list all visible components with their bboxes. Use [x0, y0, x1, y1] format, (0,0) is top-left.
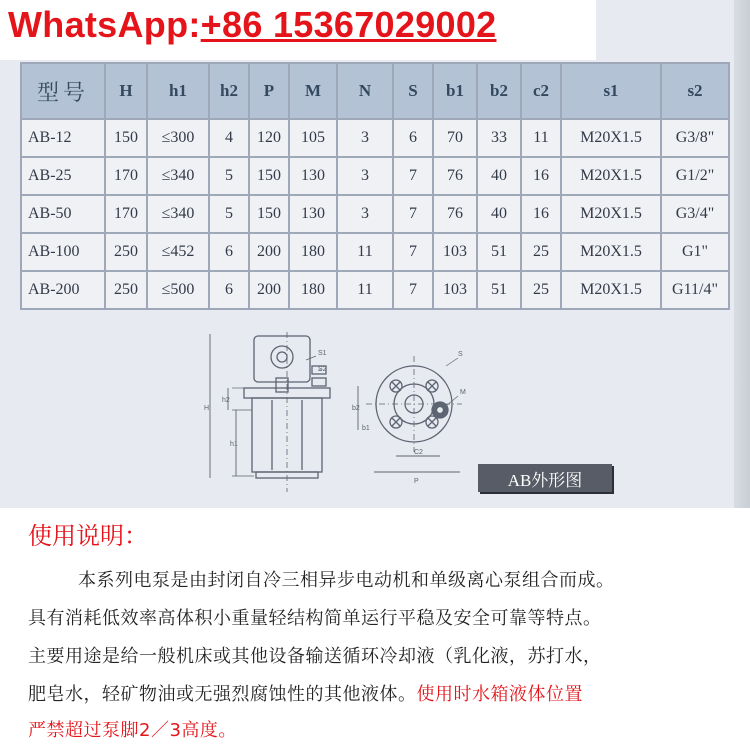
table-cell: 3	[337, 119, 393, 157]
table-cell: AB-50	[21, 195, 105, 233]
table-cell: 6	[209, 271, 249, 309]
table-cell: M20X1.5	[561, 233, 661, 271]
column-header: M	[289, 63, 337, 119]
table-cell: ≤340	[147, 157, 209, 195]
table-cell: 33	[477, 119, 521, 157]
dim-label-m: M	[460, 389, 466, 396]
spec-table	[20, 62, 730, 310]
column-header: h2	[209, 63, 249, 119]
table-cell: 170	[105, 157, 147, 195]
table-cell: 11	[337, 271, 393, 309]
table-cell: 40	[477, 195, 521, 233]
table-cell: 4	[209, 119, 249, 157]
table-row	[21, 119, 729, 157]
table-cell: AB-100	[21, 233, 105, 271]
table-cell: 76	[433, 157, 477, 195]
table-cell: M20X1.5	[561, 271, 661, 309]
table-cell: M20X1.5	[561, 119, 661, 157]
table-header-row	[21, 63, 729, 119]
photo-edge-shadow	[734, 0, 750, 508]
column-header: c2	[521, 63, 561, 119]
table-cell: ≤452	[147, 233, 209, 271]
dim-label-h2: h2	[222, 397, 230, 404]
table-cell: 3	[337, 195, 393, 233]
whatsapp-contact	[8, 4, 496, 46]
instructions-line-1: 本系列电泵是由封闭自冷三相异步电动机和单级离心泵组合而成。	[78, 570, 615, 591]
table-cell: 11	[337, 233, 393, 271]
whatsapp-banner	[0, 0, 596, 60]
table-cell: 120	[249, 119, 289, 157]
table-cell: 150	[249, 157, 289, 195]
table-cell: G11/4"	[661, 271, 729, 309]
table-row	[21, 271, 729, 309]
table-cell: 51	[477, 233, 521, 271]
table-cell: 180	[289, 233, 337, 271]
dim-label-c2: C2	[414, 449, 423, 456]
table-cell: AB-25	[21, 157, 105, 195]
table-cell: ≤500	[147, 271, 209, 309]
table-cell: 105	[289, 119, 337, 157]
table-cell: ≤300	[147, 119, 209, 157]
instructions-line-3: 主要用途是给一般机床或其他设备输送循环冷却液（乳化液，苏打水，	[28, 646, 602, 667]
table-cell: G1"	[661, 233, 729, 271]
table-cell: 7	[393, 157, 433, 195]
table-cell: 25	[521, 233, 561, 271]
instructions-title: 使用说明：	[28, 522, 148, 550]
pump-body-shape	[252, 398, 322, 472]
table-cell: AB-200	[21, 271, 105, 309]
table-cell: 250	[105, 233, 147, 271]
motor-fan-cover-circle	[271, 346, 293, 368]
column-header: b1	[433, 63, 477, 119]
table-cell: G3/4"	[661, 195, 729, 233]
dim-label-b2: b2	[352, 405, 360, 412]
table-cell: 5	[209, 195, 249, 233]
table-cell: 103	[433, 271, 477, 309]
column-header: N	[337, 63, 393, 119]
whatsapp-label: WhatsApp:	[8, 4, 201, 45]
table-cell: 200	[249, 233, 289, 271]
table-cell: 150	[105, 119, 147, 157]
instructions-warning-part-2: 严禁超过泵脚2／3高度。	[28, 720, 237, 741]
column-header: H	[105, 63, 147, 119]
table-cell: 6	[209, 233, 249, 271]
column-header: S	[393, 63, 433, 119]
table-cell: ≤340	[147, 195, 209, 233]
column-header: h1	[147, 63, 209, 119]
table-cell: 25	[521, 271, 561, 309]
table-cell: 103	[433, 233, 477, 271]
column-header: b2	[477, 63, 521, 119]
table-cell: 150	[249, 195, 289, 233]
table-cell: 51	[477, 271, 521, 309]
whatsapp-phone[interactable]: +86 15367029002	[200, 4, 497, 45]
dim-label-p: P	[414, 478, 419, 485]
table-cell: 16	[521, 157, 561, 195]
table-cell: 130	[289, 195, 337, 233]
column-header: 型号	[21, 63, 105, 119]
table-cell: 250	[105, 271, 147, 309]
table-cell: 16	[521, 195, 561, 233]
table-cell: 7	[393, 195, 433, 233]
table-cell: 170	[105, 195, 147, 233]
column-header: s1	[561, 63, 661, 119]
table-cell: 6	[393, 119, 433, 157]
instructions-line-4-text: 肥皂水，轻矿物油或无强烈腐蚀性的其他液体。	[28, 684, 417, 705]
table-cell: 7	[393, 271, 433, 309]
column-header: s2	[661, 63, 729, 119]
table-cell: G3/8"	[661, 119, 729, 157]
table-cell: G1/2"	[661, 157, 729, 195]
table-cell: 5	[209, 157, 249, 195]
dim-label-h1: h1	[230, 441, 238, 448]
instructions-warning-part-1: 使用时水箱液体位置	[416, 684, 583, 705]
dim-label-h: H	[204, 405, 210, 412]
table-row	[21, 233, 729, 271]
table-cell: 180	[289, 271, 337, 309]
table-cell: 11	[521, 119, 561, 157]
table-row	[21, 195, 729, 233]
dim-label-s2: S2	[318, 366, 327, 373]
table-cell: 7	[393, 233, 433, 271]
motor-head-shape	[254, 336, 310, 382]
dim-label-b1: b1	[362, 425, 370, 432]
table-cell: M20X1.5	[561, 157, 661, 195]
table-cell: 70	[433, 119, 477, 157]
instructions-line-2: 具有消耗低效率高体积小重量轻结构简单运行平稳及安全可靠等特点。	[28, 608, 602, 629]
dim-label-s: S	[458, 351, 463, 358]
table-cell: M20X1.5	[561, 195, 661, 233]
instructions-line-4	[28, 680, 583, 706]
table-cell: AB-12	[21, 119, 105, 157]
usage-instructions	[0, 508, 750, 750]
table-cell: 40	[477, 157, 521, 195]
drawing-caption: AB外形图	[478, 464, 612, 492]
table-cell: 200	[249, 271, 289, 309]
dim-label-s1: S1	[318, 350, 327, 357]
table-row	[21, 157, 729, 195]
table-cell: 3	[337, 157, 393, 195]
table-cell: 76	[433, 195, 477, 233]
table-cell: 130	[289, 157, 337, 195]
column-header: P	[249, 63, 289, 119]
